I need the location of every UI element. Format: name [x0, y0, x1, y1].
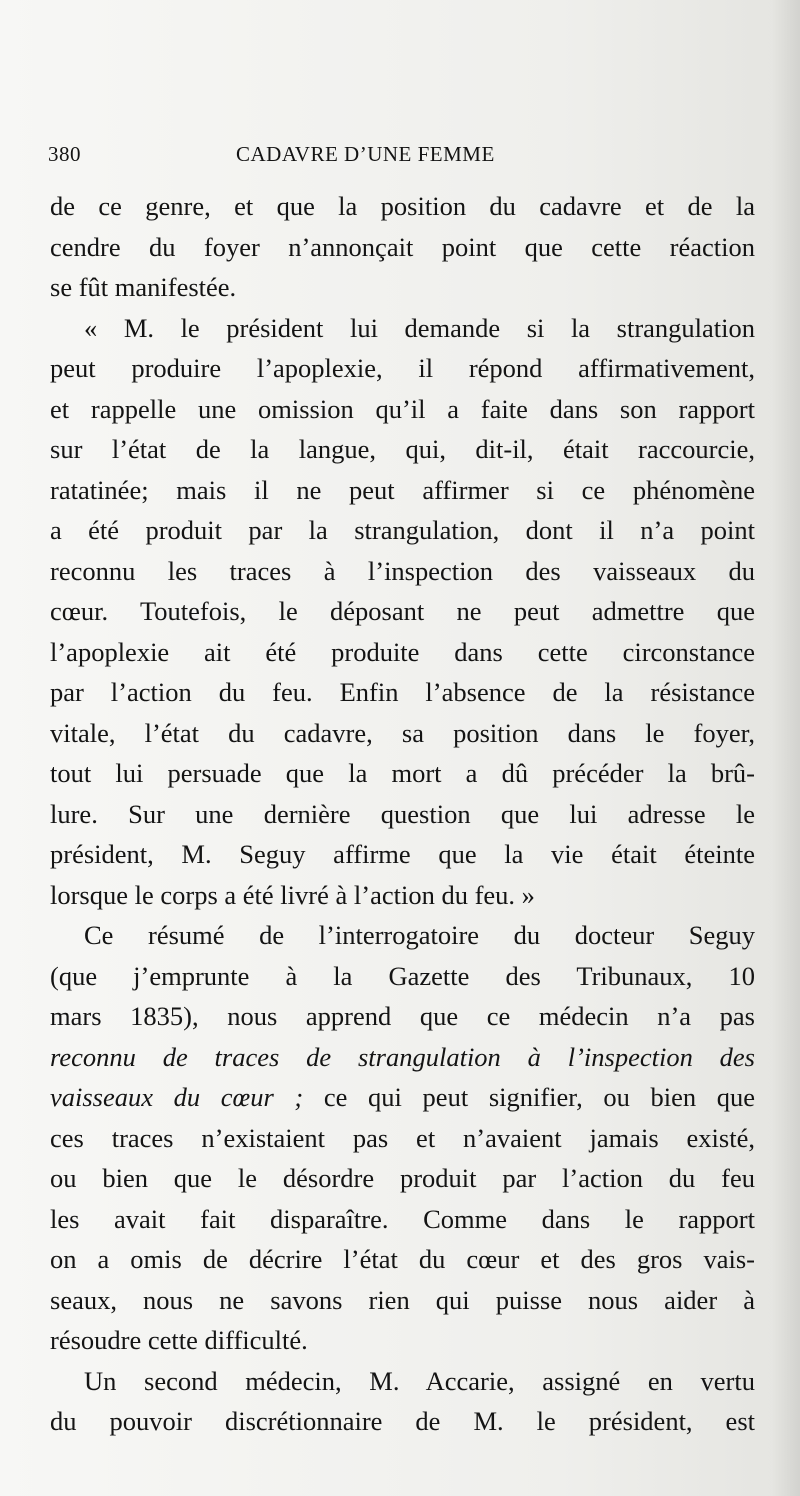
text-line-28: seaux, nous ne savons rien qui puisse nous aider à [50, 1284, 755, 1315]
page-number: 380 [48, 142, 81, 166]
text-line-19: Ce résumé de l’interrogatoire du docteur Seguy [84, 920, 755, 950]
text-line-12: l’apoplexie ait été produite dans cette circonstance [50, 636, 755, 667]
text-line-31: du pouvoir discrétionnaire de M. le président, est [50, 1406, 755, 1436]
text-line-22-italic: reconnu de traces de strangulation à l’inspection des [50, 1041, 755, 1072]
page-header [48, 142, 748, 178]
text-line-17: président, M. Seguy affirme que la vie était éteinte [50, 839, 755, 869]
text-line-3: se fût manifestée. [50, 272, 237, 302]
main-text-block [50, 186, 755, 1456]
text-line-4: « M. le président lui demande si la strangulation [84, 312, 755, 343]
text-line-13: par l’action du feu. Enfin l’absence de la résistance [50, 677, 755, 707]
text-line-29: résoudre cette difficulté. [50, 1325, 308, 1355]
page-edge-shadow [772, 0, 800, 1496]
text-line-9: a été produit par la strangulation, dont il n’a point [50, 515, 755, 545]
text-line-14: vitale, l’état du cadavre, sa position dans le foyer, [50, 717, 755, 748]
text-line-24: ces traces n’existaient pas et n’avaient jamais existé, [50, 1122, 755, 1153]
text-line-10: reconnu les traces à l’inspection des vaisseaux du [50, 555, 755, 586]
italic-fragment: vaisseaux du cœur ; [50, 1082, 304, 1112]
text-line-16: lure. Sur une dernière question que lui adresse le [50, 798, 755, 829]
text-line-5: peut produire l’apoplexie, il répond affirmativement, [50, 353, 755, 383]
text-fragment: ce qui peut signifier, ou bien que [303, 1082, 755, 1112]
text-line-8: ratatinée; mais il ne peut affirmer si ce phénomène [50, 474, 755, 505]
text-line-6: et rappelle une omission qu’il a faite dans son rapport [50, 393, 755, 424]
text-line-21: mars 1835), nous apprend que ce médecin n’a pas [50, 1001, 755, 1031]
text-line-26: les avait fait disparaître. Comme dans le rapport [50, 1203, 755, 1234]
running-head: CADAVRE D’UNE FEMME [236, 142, 495, 166]
text-line-7: sur l’état de la langue, qui, dit-il, était raccourcie, [50, 434, 755, 464]
text-line-30: Un second médecin, M. Accarie, assigné en vertu [84, 1365, 755, 1396]
text-line-1: de ce genre, et que la position du cadavre et de la [50, 191, 755, 221]
text-line-25: ou bien que le désordre produit par l’action du feu [50, 1163, 755, 1193]
text-line-11: cœur. Toutefois, le déposant ne peut admettre que [50, 596, 755, 626]
text-line-20: (que j’emprunte à la Gazette des Tribunaux, 10 [50, 960, 755, 991]
text-line-2: cendre du foyer n’annonçait point que cette réaction [50, 231, 755, 262]
text-line-18: lorsque le corps a été livré à l’action du feu. » [50, 879, 535, 910]
text-line-15: tout lui persuade que la mort a dû précéder la brû- [50, 758, 755, 788]
text-line-27: on a omis de décrire l’état du cœur et des gros vais- [50, 1244, 755, 1274]
text-line-23 [50, 1077, 755, 1118]
